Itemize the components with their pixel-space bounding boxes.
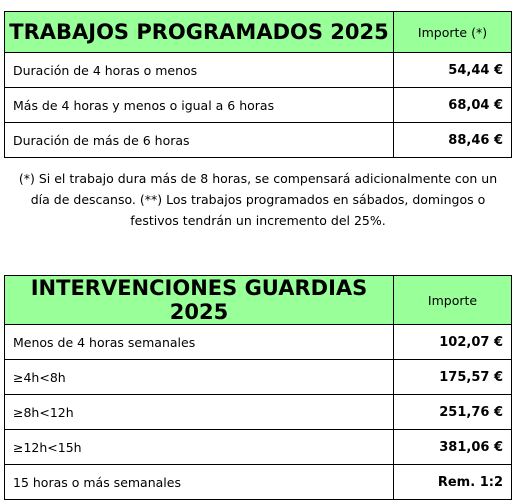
- table-row: [5, 360, 512, 395]
- row-label: ≥4h<8h: [5, 360, 394, 395]
- row-label: Menos de 4 horas semanales: [5, 325, 394, 360]
- row-value: 102,07 €: [394, 325, 512, 360]
- row-value: 68,04 €: [394, 88, 512, 123]
- table-row: [5, 325, 512, 360]
- row-label: ≥12h<15h: [5, 430, 394, 465]
- column-header-importe: Importe (*): [394, 12, 512, 53]
- row-value: 88,46 €: [394, 123, 512, 158]
- table-row: [5, 430, 512, 465]
- row-label: 15 horas o más semanales: [5, 465, 394, 500]
- row-value: 251,76 €: [394, 395, 512, 430]
- trabajos-programados-table: [4, 11, 512, 158]
- table-row: [5, 88, 512, 123]
- column-header-importe: Importe: [394, 276, 512, 325]
- table-row: [5, 123, 512, 158]
- row-value: 175,57 €: [394, 360, 512, 395]
- row-value: 54,44 €: [394, 53, 512, 88]
- table-row: [5, 53, 512, 88]
- table-row: [5, 465, 512, 500]
- row-label: Más de 4 horas y menos o igual a 6 horas: [5, 88, 394, 123]
- table-row: [5, 395, 512, 430]
- table-header: [5, 276, 512, 325]
- row-label: Duración de más de 6 horas: [5, 123, 394, 158]
- table-title: TRABAJOS PROGRAMADOS 2025: [5, 12, 394, 53]
- row-value: Rem. 1:2: [394, 465, 512, 500]
- table-header: [5, 12, 512, 53]
- footnote: (*) Si el trabajo dura más de 8 horas, se compensará adicionalmente con un día de descanso. (**) Los trabajos programados en sábados, domingos o festivos tendrán un incremento del 25%.: [18, 171, 498, 228]
- row-value: 381,06 €: [394, 430, 512, 465]
- row-label: ≥8h<12h: [5, 395, 394, 430]
- intervenciones-guardias-table: [4, 275, 512, 500]
- row-label: Duración de 4 horas o menos: [5, 53, 394, 88]
- table-title: INTERVENCIONES GUARDIAS 2025: [5, 276, 394, 325]
